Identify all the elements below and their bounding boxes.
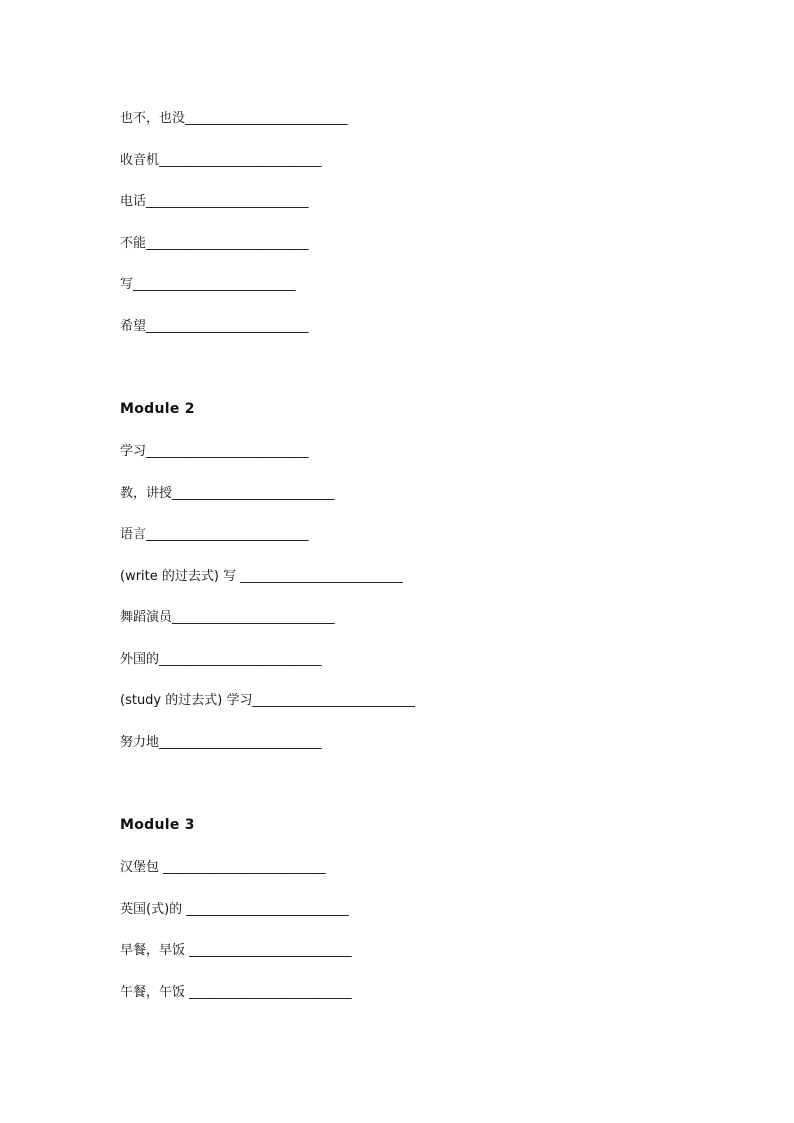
vocab-item: 希望_________________________ <box>120 319 309 334</box>
vocab-item: (study 的过去式) 学习_________________________ <box>120 693 415 708</box>
module-2-heading: Module 2 <box>120 401 195 417</box>
vocab-item: 电话_________________________ <box>120 194 309 209</box>
vocab-item: 外国的_________________________ <box>120 652 322 667</box>
vocab-item: 也不，也没_________________________ <box>120 111 348 126</box>
vocab-item: 语言_________________________ <box>120 527 309 542</box>
vocab-item: 汉堡包 _________________________ <box>120 860 326 875</box>
vocab-item: 努力地_________________________ <box>120 735 322 750</box>
vocab-item: 写_________________________ <box>120 277 296 292</box>
vocab-item: (write 的过去式) 写 _________________________ <box>120 569 403 584</box>
vocab-item: 舞蹈演员_________________________ <box>120 610 335 625</box>
vocab-item: 教，讲授_________________________ <box>120 486 335 501</box>
vocab-item: 收音机_________________________ <box>120 153 322 168</box>
vocab-item: 不能_________________________ <box>120 236 309 251</box>
vocab-item: 学习_________________________ <box>120 444 309 459</box>
vocab-item: 早餐，早饭 _________________________ <box>120 943 352 958</box>
vocab-item: 午餐，午饭 _________________________ <box>120 985 352 1000</box>
vocab-item: 英国(式)的 _________________________ <box>120 902 349 917</box>
module-3-heading: Module 3 <box>120 817 195 833</box>
